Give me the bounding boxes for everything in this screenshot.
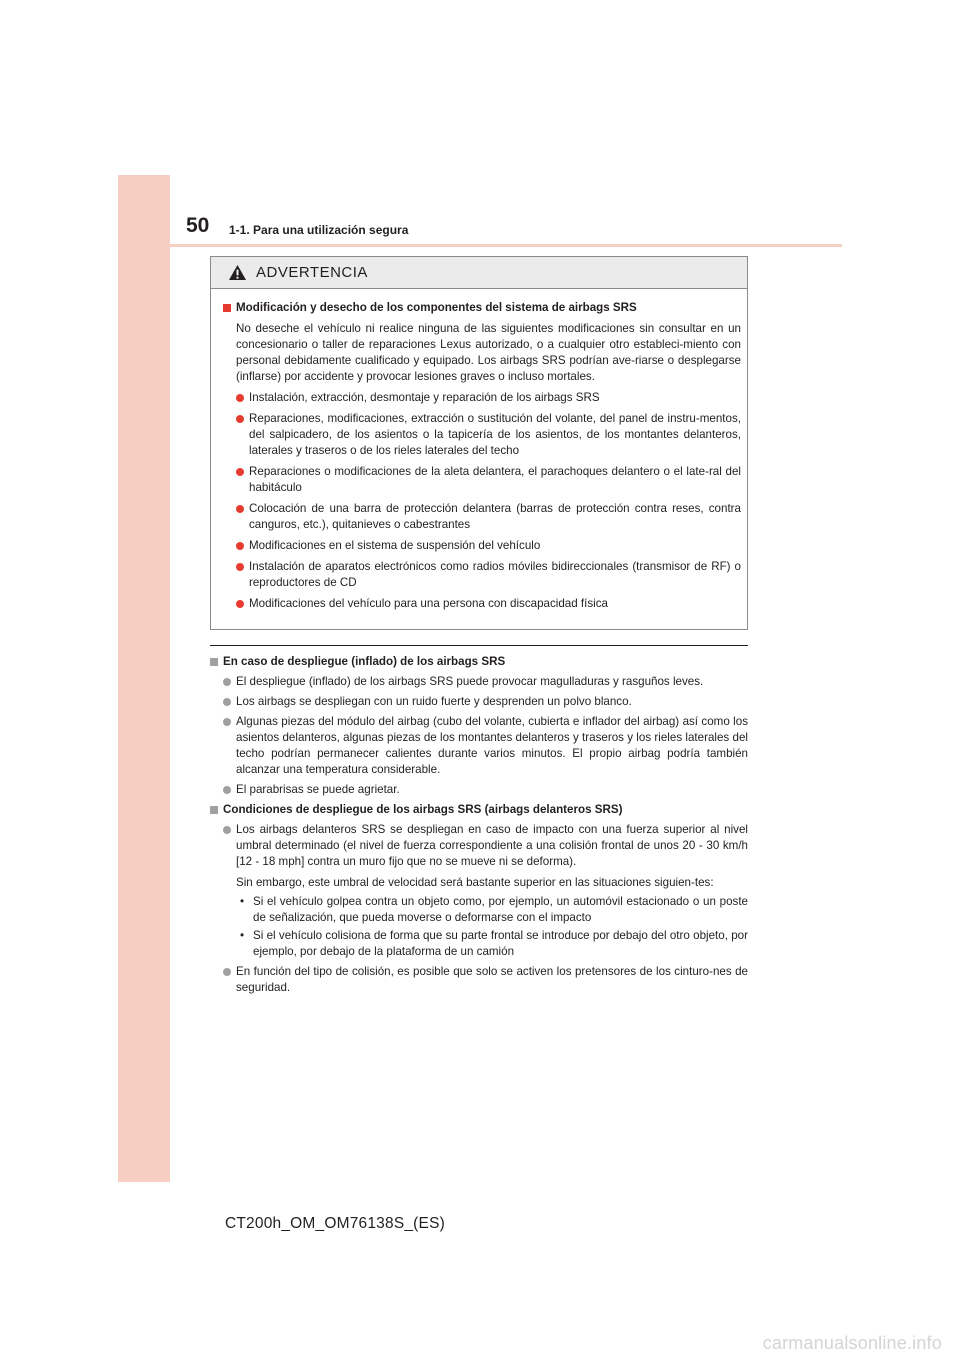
dot-marker-icon: • [240,895,245,908]
bullet-dot-icon [223,698,231,706]
warning-list [223,390,741,612]
bullet-dot-icon [236,505,244,513]
bullet-dot-icon [236,563,244,571]
conditions-text: Los airbags delanteros SRS se despliegan en caso de impacto con una fuerza superior al nivel umbral determinado (el nivel de fuerza correspondiente a una colisión frontal de unos 20 - 30 km/h [12 - 18 mph] contra un muro fijo que no se mueve ni se deforma). [236,823,748,868]
bullet-dot-icon [223,968,231,976]
list-item: Algunas piezas del módulo del airbag (cubo del volante, cubierta e inflador del airbag) así como los asientos delanteros, algunas piezas de los montantes delanteros y traseros y los rieles laterales del techo podrían permanecer calientes durante varios minutos. El propio airbag podría también alcanzar una temperatura considerable. [223,714,748,778]
note-section-conditions [210,802,748,996]
list-item: Colocación de una barra de protección delantera (barras de protección contra reses, contra canguros, etc.), quitanieves o cabestrantes [236,501,741,533]
dash-list [236,894,748,960]
header-rule [170,244,842,247]
square-bullet-icon [210,806,218,814]
list-item: Instalación de aparatos electrónicos como radios móviles bidireccionales (transmisor de RF) o reproductores de CD [236,559,741,591]
warning-paragraph: No deseche el vehículo ni realice ninguna de las siguientes modificaciones sin consultar en un concesionario o taller de reparaciones Lexus autorizado, o a cualquier otro estableci-miento con personal debidamente cualificado y equipado. Los airbags SRS podrían ave-riarse o desplegarse (inflarse) por accidente y provocar lesiones graves o incluso mortales. [236,322,741,383]
document-code: CT200h_OM_OM76138S_(ES) [225,1215,445,1232]
list-item: Los airbags se despliegan con un ruido fuerte y desprenden un polvo blanco. [223,694,748,710]
bullet-dot-icon [223,678,231,686]
warning-title: ADVERTENCIA [256,264,368,281]
square-bullet-icon [210,658,218,666]
conditions-subtext: Sin embargo, este umbral de velocidad será bastante superior en las situaciones siguien-tes: [236,876,714,889]
page-number: 50 [186,214,210,237]
dash-item: • Si el vehículo colisiona de forma que su parte frontal se introduce por debajo del otro objeto, por ejemplo, por debajo de la plataforma de un camión [240,929,748,958]
section-title: 1-1. Para una utilización segura [229,223,409,237]
warning-body [211,289,747,612]
warning-heading-text: Modificación y desecho de los componentes del sistema de airbags SRS [236,301,637,314]
list-item: El despliegue (inflado) de los airbags SRS puede provocar magulladuras y rasguños leves. [223,674,748,690]
list-item: El parabrisas se puede agrietar. [223,782,748,798]
dot-marker-icon: • [240,929,245,942]
list-item: Instalación, extracción, desmontaje y reparación de los airbags SRS [236,390,741,406]
bullet-dot-icon [236,542,244,550]
list-item: Modificaciones del vehículo para una persona con discapacidad física [236,596,741,612]
notes [210,654,748,999]
square-bullet-icon [223,304,231,312]
warning-box [210,256,748,630]
list-item: En función del tipo de colisión, es posible que solo se activen los pretensores de los cinturo-nes de seguridad. [223,964,748,996]
side-band [118,175,170,1182]
bullet-dot-icon [236,600,244,608]
note-heading: Condiciones de despliegue de los airbags SRS (airbags delanteros SRS) [210,802,748,818]
watermark: carmanualsonline.info [762,1333,942,1353]
list-item: Reparaciones o modificaciones de la aleta delantera, el parachoques delantero o el late-ral del habitáculo [236,464,741,496]
list-item: Modificaciones en el sistema de suspensión del vehículo [236,538,741,554]
warning-triangle-icon [228,264,247,281]
bullet-dot-icon [223,718,231,726]
bullet-dot-icon [236,394,244,402]
bullet-dot-icon [223,786,231,794]
dash-item: • Si el vehículo golpea contra un objeto como, por ejemplo, un automóvil estacionado o un poste de señalización, que pueda moverse o deformarse con el impacto [240,895,748,924]
list-item [223,822,748,960]
warning-heading [223,300,741,316]
note-heading: En caso de despliegue (inflado) de los airbags SRS [210,654,748,670]
bullet-dot-icon [236,415,244,423]
warning-header [211,257,747,289]
list-item: Reparaciones, modificaciones, extracción o sustitución del volante, del panel de instru-mentos, del salpicadero, de los asientos o la tapicería de los asientos, de los montantes delanteros, laterales y traseros o de los rieles laterales del techo [236,411,741,459]
section-divider [210,645,748,646]
note-section-deployment [210,654,748,798]
bullet-dot-icon [223,826,231,834]
bullet-dot-icon [236,468,244,476]
